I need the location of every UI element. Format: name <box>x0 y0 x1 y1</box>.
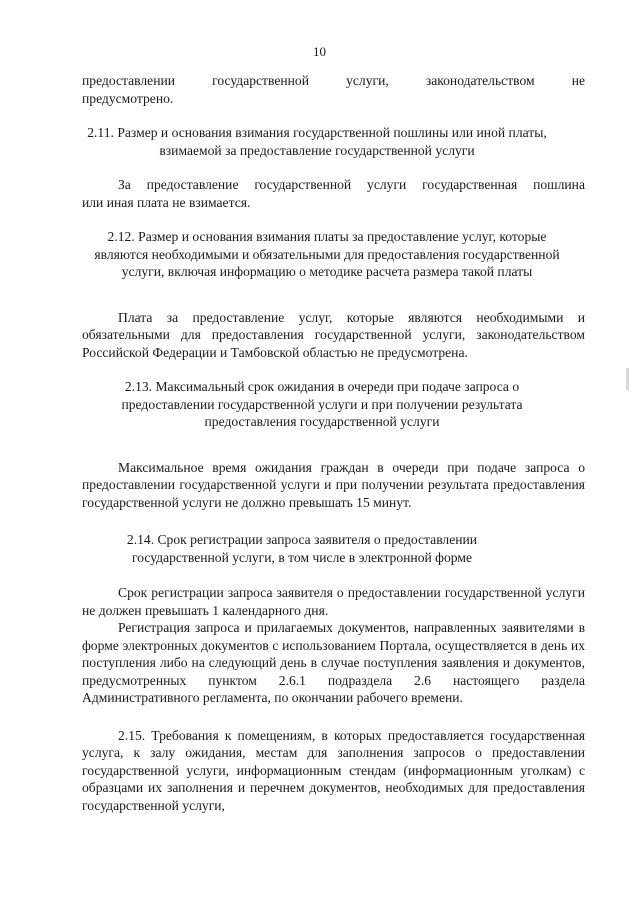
paragraph-2-14-registration: Регистрация запроса и прилагаемых документов, направленных заявителями в форме электронных документов с использованием Портала, осуществляется в день их поступления либо на следующий день в случае поступления заявления и документов, предусмотренных пунктом 2.6.1 подраздела 2.6 настоящего раздела Административного регламента, по окончании рабочего времени. <box>82 620 585 705</box>
paragraph-continuation: предоставлении государственной услуги, законодательством не <box>82 73 585 88</box>
section-heading-2-14: 2.14. Срок регистрации запроса заявителя о предоставлении государственной услуги, в том числе в электронной форме <box>126 532 478 565</box>
paragraph-continuation-end: предусмотрено. <box>82 90 174 106</box>
scan-margin-mark <box>626 368 629 390</box>
page-number: 10 <box>313 44 326 59</box>
paragraph-2-12: Плата за предоставление услуг, которые являются необходимыми и обязательными для предоставления государственной услуги, законодательством Российской Федерации и Тамбовской областью не предусмотрена. <box>82 309 585 360</box>
document-body <box>82 72 585 814</box>
section-heading-2-11: 2.11. Размер и основания взимания государственной пошлины или иной платы, взимаемой за предоставление государственной услуги <box>87 125 547 158</box>
paragraph-2-14-term: Срок регистрации запроса заявителя о предоставлении государственной услуги не должен превышать 1 календарного дня. <box>82 585 585 618</box>
paragraph-2-15: 2.15. Требования к помещениям, в которых предоставляется государственная услуга, к залу ожидания, местам для заполнения запросов о предоставлении государственной услуги, информационным стендам (информационным уголкам) с образцами их заполнения и перечнем документов, необходимых для предоставления государственной услуги, <box>82 727 585 813</box>
paragraph-2-11-line2: или иная плата не взимается. <box>82 194 251 210</box>
section-heading-2-13: 2.13. Максимальный срок ожидания в очереди при подаче запроса о предоставлении государственной услуги и при получении результата предоставления государственной услуги <box>121 379 523 429</box>
paragraph-2-13: Максимальное время ожидания граждан в очереди при подаче запроса о предоставлении государственной услуги и при получении результата предоставления государственной услуги не должно превышать 15 минут. <box>82 459 585 510</box>
section-heading-2-12: 2.12. Размер и основания взимания платы за предоставление услуг, которые являются необходимыми и обязательными для предоставления государственной услуги, включая информацию о методике расчета размера такой платы <box>94 229 560 279</box>
paragraph-2-11-line1: За предоставление государственной услуги государственная пошлина <box>118 177 585 192</box>
